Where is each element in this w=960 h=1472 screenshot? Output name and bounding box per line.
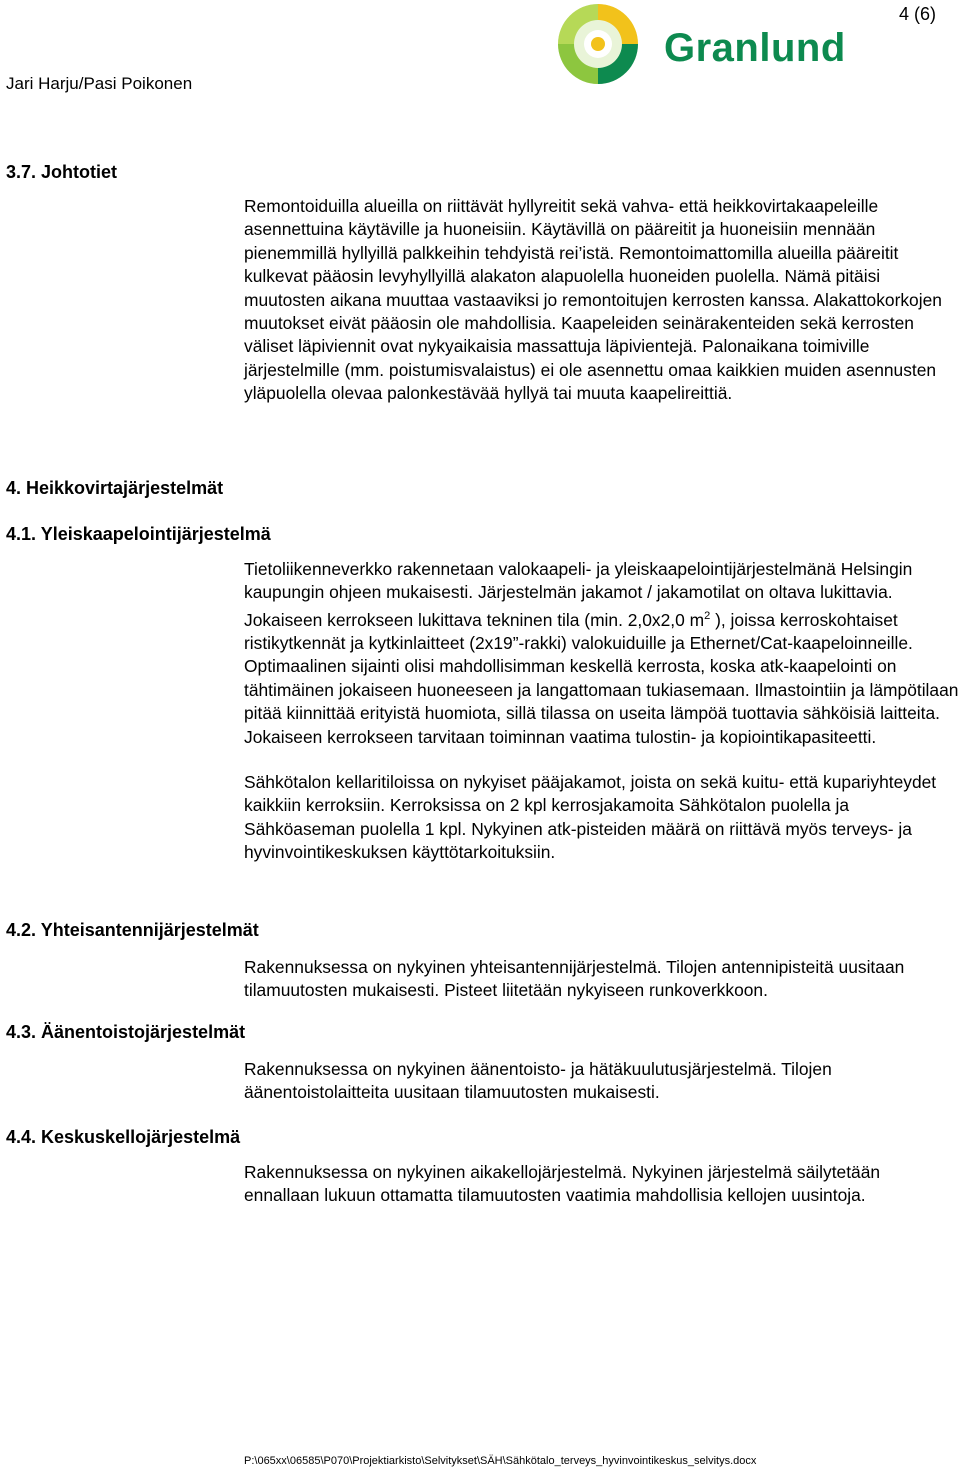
paragraph: Rakennuksessa on nykyinen yhteisantennijärjestelmä. Tilojen antennipisteitä uusitaan tilamuutosten mukaisesti. Pisteet liitetään nykyiseen runkoverkkoon. — [244, 957, 905, 1001]
heading-3-7: 3.7. Johtotiet — [6, 162, 118, 182]
text: ), joissa kerroskohtaiset ristikytkennät ja kytkinlaitteet (2x19”-rakki) valokuiduille ja Ethernet/Cat-kaapeloinneille. Optimaalinen sijainti olisi mahdollisimman keskellä kerrosta, koska atk-kaapelointi on tähtimäinen jokaiseen huoneeseen ja langattomaan tukiasemaan. Ilmastointiin ja lämpötilaan pitää kiinnittää erityistä huomiota, sillä tilassa on useita lämpöä tuottavia sähköisiä laitteita. Jokaiseen kerrokseen tarvitaan toiminnan vaatima tulostin- ja kopiointikapasiteetti. — [244, 609, 959, 747]
section-4-4-body — [244, 1161, 950, 1230]
heading-4: 4. Heikkovirtajärjestelmät — [6, 478, 224, 498]
author-name: Jari Harju/Pasi Poikonen — [6, 74, 193, 93]
logo-text: Granlund — [664, 26, 846, 70]
heading-4-3: 4.3. Äänentoistojärjestelmät — [6, 1022, 246, 1042]
section-4-1-body — [244, 558, 960, 887]
paragraph: Remontoiduilla alueilla on riittävät hyllyreitit sekä vahva- että heikkovirtakaapeleille asennettuina käytäville ja huoneisiin. Käytävillä on pääreitit ja huoneisiin mennään pienemmillä hyllyillä palkkeihin tehdyistä rei’istä. Remontoimattomilla alueilla pääreitit kulkevat pääosin levyhyllyillä alakaton alapuolella huoneiden puolella. Nämä pitäisi muutosten aikana muuttaa vastaaviksi jo remontoitujen kerrosten kanssa. Alakattokorkojen muutokset eivät pääosin ole mahdollisia. Kaapeleiden seinärakenteiden sekä kerrosten väliset läpiviennit ovat nykyaikaisia massattuja läpivientejä. Palonaikana toimiville järjestelmille (mm. poistumisvalaistus) ei ole asennettu omaa kaikkien muiden asennusten yläpuolella olevaa palonkestävää hyllyä tai muuta kaapelireittiä. — [244, 196, 942, 404]
superscript: 2 — [704, 609, 711, 622]
section-4-2-body — [244, 956, 950, 1025]
heading-4-2: 4.2. Yhteisantennijärjestelmät — [6, 920, 259, 940]
paragraph: Sähkötalon kellaritiloissa on nykyiset pääjakamot, joista on sekä kuitu- että kupariyhteydet kaikkiin kerroksiin. Kerroksissa on 2 kpl kerrosjakamoita Sähkötalon puolella ja Sähköaseman puolella 1 kpl. Nykyinen atk-pisteiden määrä on riittävä myös terveys- ja hyvinvointikeskuksen käyttötarkoituksiin. — [244, 772, 937, 863]
page-number: 4 (6) — [898, 4, 936, 24]
text: Tietoliikenneverkko rakennetaan valokaapeli- ja yleiskaapelointijärjestelmänä Helsingin kaupungin ohjeen mukaisesti. Järjestelmän jakamot / jakamotilat on oltava lukittavia. Jokaiseen kerrokseen lukittava tekninen tila (min. 2,0x2,0 m — [244, 559, 913, 630]
paragraph: Rakennuksessa on nykyinen aikakellojärjestelmä. Nykyinen järjestelmä säilytetään ennallaan lukuun ottamatta tilamuutosten vaatimia mahdollisia kellojen uusintoja. — [244, 1162, 881, 1206]
paragraph: Rakennuksessa on nykyinen äänentoisto- ja hätäkuulutusjärjestelmä. Tilojen äänentoistolaitteita uusitaan tilamuutosten mukaisesti. — [244, 1059, 832, 1103]
footer-file-path: P:\065xx\06585\P070\Projektiarkisto\Selvitykset\SÄH\Sähkötalo_terveys_hyvinvointikeskus_selvitys.docx — [244, 1455, 757, 1467]
heading-4-1: 4.1. Yleiskaapelointijärjestelmä — [6, 524, 271, 544]
granlund-logo — [552, 0, 846, 88]
paragraph — [244, 558, 960, 749]
section-4-3-body — [244, 1058, 950, 1127]
section-3-7-body — [244, 195, 950, 428]
heading-4-4: 4.4. Keskuskellojärjestelmä — [6, 1127, 241, 1147]
logo-sphere-icon — [552, 0, 662, 88]
